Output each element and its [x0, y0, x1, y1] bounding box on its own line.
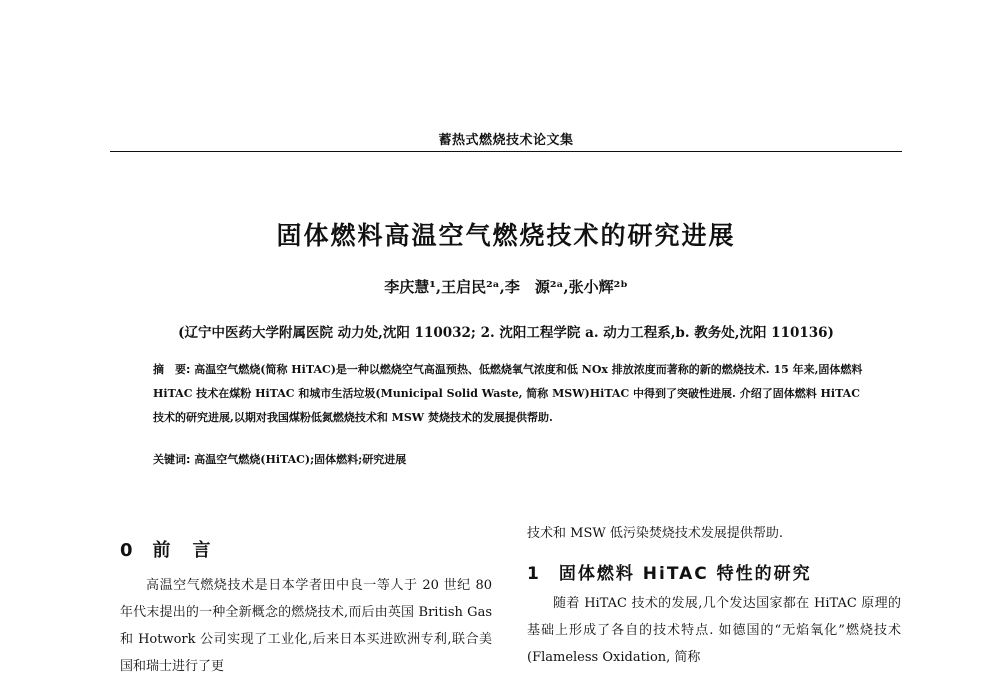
section-0-paragraph: 高温空气燃烧技术是日本学者田中良一等人于 20 世纪 80 年代末提出的一种全新概念的燃烧技术,而后由英国 British Gas 和 Hotwork 公司实现了工业化,后来日本买进欧洲专利,联合美国和瑞士进行了更 — [120, 578, 492, 674]
section-0-heading — [120, 536, 492, 562]
keywords — [153, 451, 873, 467]
affiliation: (辽宁中医药大学附属医院 动力处,沈阳 110032; 2. 沈阳工程学院 a. 动力工程系,b. 教务处,沈阳 110136) — [178, 325, 834, 341]
abstract-text: 高温空气燃烧(简称 HiTAC)是一种以燃烧空气高温预热、低燃烧氧气浓度和低 NOx 排放浓度而著称的新的燃烧技术. 15 年来,固体燃料 HiTAC 技术在煤粉 HiTAC 和城市生活垃圾(Municipal Solid Waste, 简称 MSW)HiTAC 中得到了突破性进展. 介绍了固体燃料 HiTAC 技术的研究进展,以期对我国煤粉低氮燃烧技术和 MSW 焚烧技术的发展提供帮助. — [153, 363, 863, 424]
running-head: 蓄热式燃烧技术论文集 — [438, 133, 574, 148]
right-column — [527, 520, 901, 671]
abstract-label: 摘 要: — [153, 363, 191, 376]
author-list: 李庆慧¹,王启民²ᵃ,李 源²ᵃ,张小辉²ᵇ — [384, 278, 628, 296]
left-column — [120, 536, 492, 680]
section-0-number: 0 — [120, 540, 135, 561]
section-1-number: 1 — [527, 564, 541, 584]
section-0-title: 前 言 — [152, 540, 213, 561]
keywords-label: 关键词: — [153, 453, 191, 466]
keywords-text: 高温空气燃烧(HiTAC);固体燃料;研究进展 — [194, 453, 407, 466]
header-rule — [110, 151, 902, 152]
paper-title: 固体燃料高温空气燃烧技术的研究进展 — [276, 221, 736, 250]
continuation-text: 技术和 MSW 低污染焚烧技术发展提供帮助. — [527, 526, 783, 541]
abstract — [153, 358, 873, 430]
section-1-paragraph: 随着 HiTAC 技术的发展,几个发达国家都在 HiTAC 原理的基础上形成了各自的技术特点. 如德国的“无焰氧化”燃烧技术 (Flameless Oxidation, 简称 — [527, 596, 901, 665]
section-1-title: 固体燃料 HiTAC 特性的研究 — [558, 564, 812, 584]
section-1-heading — [527, 559, 901, 584]
